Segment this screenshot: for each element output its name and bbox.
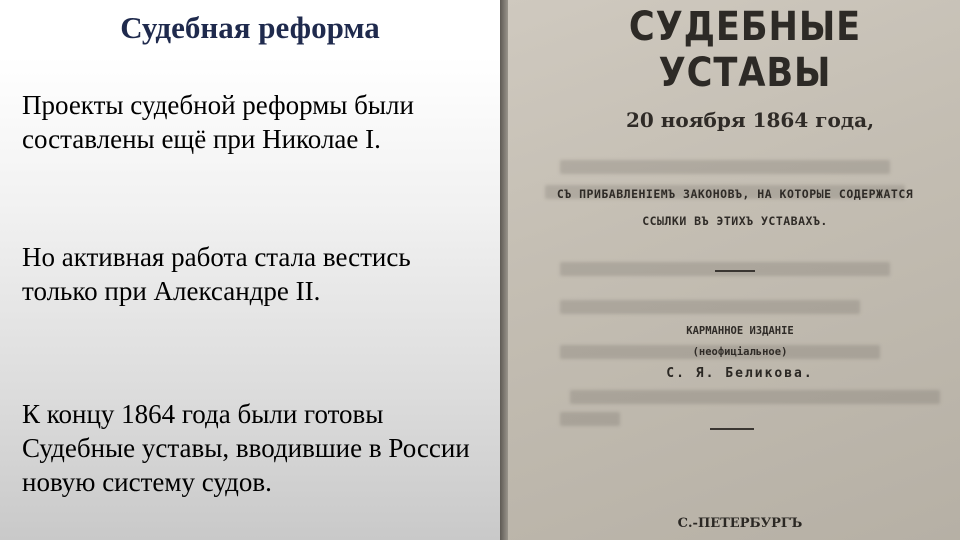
divider-rule: [710, 428, 754, 430]
page-binding-edge: [500, 0, 508, 540]
bleed-through-line: [560, 262, 890, 276]
document-edition: КАРМАННОЕ ИЗДАНІЕ: [686, 325, 794, 337]
bleed-through-line: [560, 300, 860, 314]
paragraph-3: К концу 1864 года были готовы Судебные уставы, вводившие в России новую систему судов.: [22, 399, 470, 497]
slide-title: Судебная реформа: [0, 0, 500, 56]
document-edition-note: (неофиціальное): [692, 346, 788, 358]
document-heading: СУДЕБНЫЕ УСТАВЫ: [628, 4, 862, 96]
bleed-through-line: [560, 160, 890, 174]
paragraph-2: Но активная работа стала вестись только при Александре II.: [22, 242, 411, 306]
paragraph-1: Проекты судебной реформы были составлены ещё при Николае I.: [22, 90, 414, 154]
document-subtitle-line1: СЪ ПРИБАВЛЕНІЕМЪ ЗАКОНОВЪ, НА КОТОРЫЕ СОДЕРЖАТСЯ: [556, 187, 914, 201]
document-city: С.-ПЕТЕРБУРГЪ: [677, 516, 803, 531]
bleed-through-line: [560, 412, 620, 426]
document-subtitle-line2: ССЫЛКИ ВЪ ЭТИХЪ УСТАВАХЪ.: [642, 214, 828, 228]
document-author: С. Я. Беликова.: [666, 366, 814, 381]
document-date: 20 ноября 1864 года,: [625, 108, 875, 132]
divider-rule: [715, 270, 755, 272]
document-scan-image: [500, 0, 960, 540]
bleed-through-line: [570, 390, 940, 404]
